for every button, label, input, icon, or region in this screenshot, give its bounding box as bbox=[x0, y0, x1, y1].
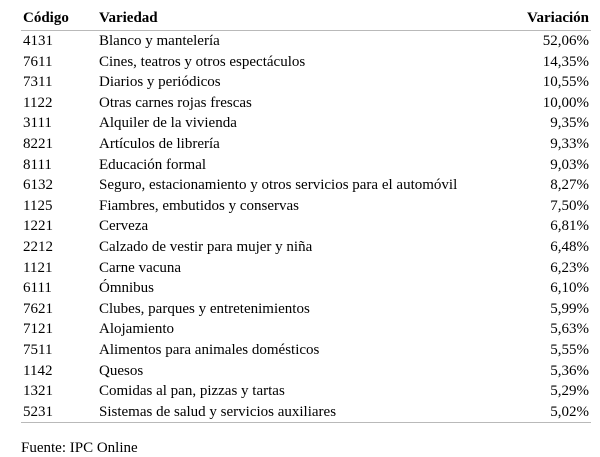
row-variation: 52,06% bbox=[542, 33, 589, 49]
table-row bbox=[21, 278, 591, 299]
row-variation: 6,81% bbox=[550, 218, 589, 235]
table-row bbox=[21, 175, 591, 196]
table-row bbox=[21, 93, 591, 114]
price-variation-table-sheet bbox=[21, 6, 591, 423]
row-code: 1142 bbox=[23, 362, 53, 379]
row-variety: Quesos bbox=[99, 362, 144, 379]
table-body bbox=[21, 31, 591, 423]
row-code: 1321 bbox=[23, 383, 53, 400]
row-code: 1121 bbox=[23, 259, 53, 276]
row-variation: 5,55% bbox=[550, 341, 589, 358]
table-row bbox=[21, 216, 591, 237]
table-row bbox=[21, 72, 591, 93]
row-variation: 10,55% bbox=[542, 74, 589, 91]
row-code: 7611 bbox=[23, 53, 53, 70]
row-variety: Alimentos para animales domésticos bbox=[99, 341, 320, 358]
table-row bbox=[21, 31, 591, 52]
row-variety: Fiambres, embutidos y conservas bbox=[99, 197, 299, 214]
row-code: 4131 bbox=[23, 33, 53, 49]
row-code: 8221 bbox=[23, 135, 53, 152]
table-row bbox=[21, 155, 591, 176]
row-variation: 5,63% bbox=[550, 321, 589, 338]
row-code: 2212 bbox=[23, 238, 53, 255]
row-code: 7121 bbox=[23, 321, 53, 338]
row-variety: Artículos de librería bbox=[99, 135, 220, 152]
row-variation: 5,29% bbox=[550, 383, 589, 400]
row-code: 6111 bbox=[23, 280, 52, 297]
row-code: 3111 bbox=[23, 115, 52, 132]
row-variation: 14,35% bbox=[542, 53, 589, 70]
row-variety: Cines, teatros y otros espectáculos bbox=[99, 53, 306, 70]
row-code: 1221 bbox=[23, 218, 53, 235]
row-variety: Carne vacuna bbox=[99, 259, 182, 276]
table-row bbox=[21, 299, 591, 320]
row-code: 7311 bbox=[23, 74, 53, 91]
table-row bbox=[21, 52, 591, 73]
table-header-row bbox=[21, 6, 591, 31]
row-variety: Blanco y mantelería bbox=[99, 33, 220, 49]
row-variety: Calzado de vestir para mujer y niña bbox=[99, 238, 313, 255]
row-variety: Otras carnes rojas frescas bbox=[99, 94, 252, 111]
row-variety: Alojamiento bbox=[99, 321, 174, 338]
source-note: Fuente: IPC Online bbox=[21, 440, 138, 456]
table-row bbox=[21, 361, 591, 382]
row-variety: Comidas al pan, pizzas y tartas bbox=[99, 383, 285, 400]
table-row bbox=[21, 340, 591, 361]
row-variation: 5,99% bbox=[550, 300, 589, 317]
price-variation-table bbox=[21, 6, 591, 423]
table-row bbox=[21, 381, 591, 402]
row-variation: 8,27% bbox=[550, 177, 589, 194]
table-row bbox=[21, 258, 591, 279]
row-code: 1125 bbox=[23, 197, 53, 214]
table-row bbox=[21, 319, 591, 340]
row-variation: 9,35% bbox=[550, 115, 589, 132]
table-row bbox=[21, 402, 591, 423]
row-code: 6132 bbox=[23, 177, 53, 194]
row-variety: Educación formal bbox=[99, 156, 207, 173]
row-variation: 6,48% bbox=[550, 238, 589, 255]
row-variety: Ómnibus bbox=[99, 280, 155, 297]
row-code: 7621 bbox=[23, 300, 53, 317]
table-row bbox=[21, 113, 591, 134]
row-code: 7511 bbox=[23, 341, 53, 358]
header-variety: Variedad bbox=[97, 6, 509, 31]
table-row bbox=[21, 237, 591, 258]
row-variation: 9,03% bbox=[550, 156, 589, 173]
row-code: 8111 bbox=[23, 156, 52, 173]
row-variation: 10,00% bbox=[542, 94, 589, 111]
table-row bbox=[21, 134, 591, 155]
row-variety: Clubes, parques y entretenimientos bbox=[99, 300, 310, 317]
row-code: 5231 bbox=[21, 402, 97, 423]
row-variation: 6,23% bbox=[550, 259, 589, 276]
row-code: 1122 bbox=[23, 94, 53, 111]
row-variety: Sistemas de salud y servicios auxiliares bbox=[97, 402, 509, 423]
row-variety: Cerveza bbox=[99, 218, 149, 235]
row-variety: Alquiler de la vivienda bbox=[99, 115, 237, 132]
row-variation: 5,02% bbox=[509, 402, 591, 423]
row-variation: 6,10% bbox=[550, 280, 589, 297]
row-variation: 5,36% bbox=[550, 362, 589, 379]
header-code: Código bbox=[21, 6, 97, 31]
row-variation: 9,33% bbox=[550, 135, 589, 152]
header-variation: Variación bbox=[509, 6, 591, 31]
row-variety: Diarios y periódicos bbox=[99, 74, 221, 91]
row-variety: Seguro, estacionamiento y otros servicios para el automóvil bbox=[99, 177, 458, 194]
table-row bbox=[21, 196, 591, 217]
row-variation: 7,50% bbox=[550, 197, 589, 214]
